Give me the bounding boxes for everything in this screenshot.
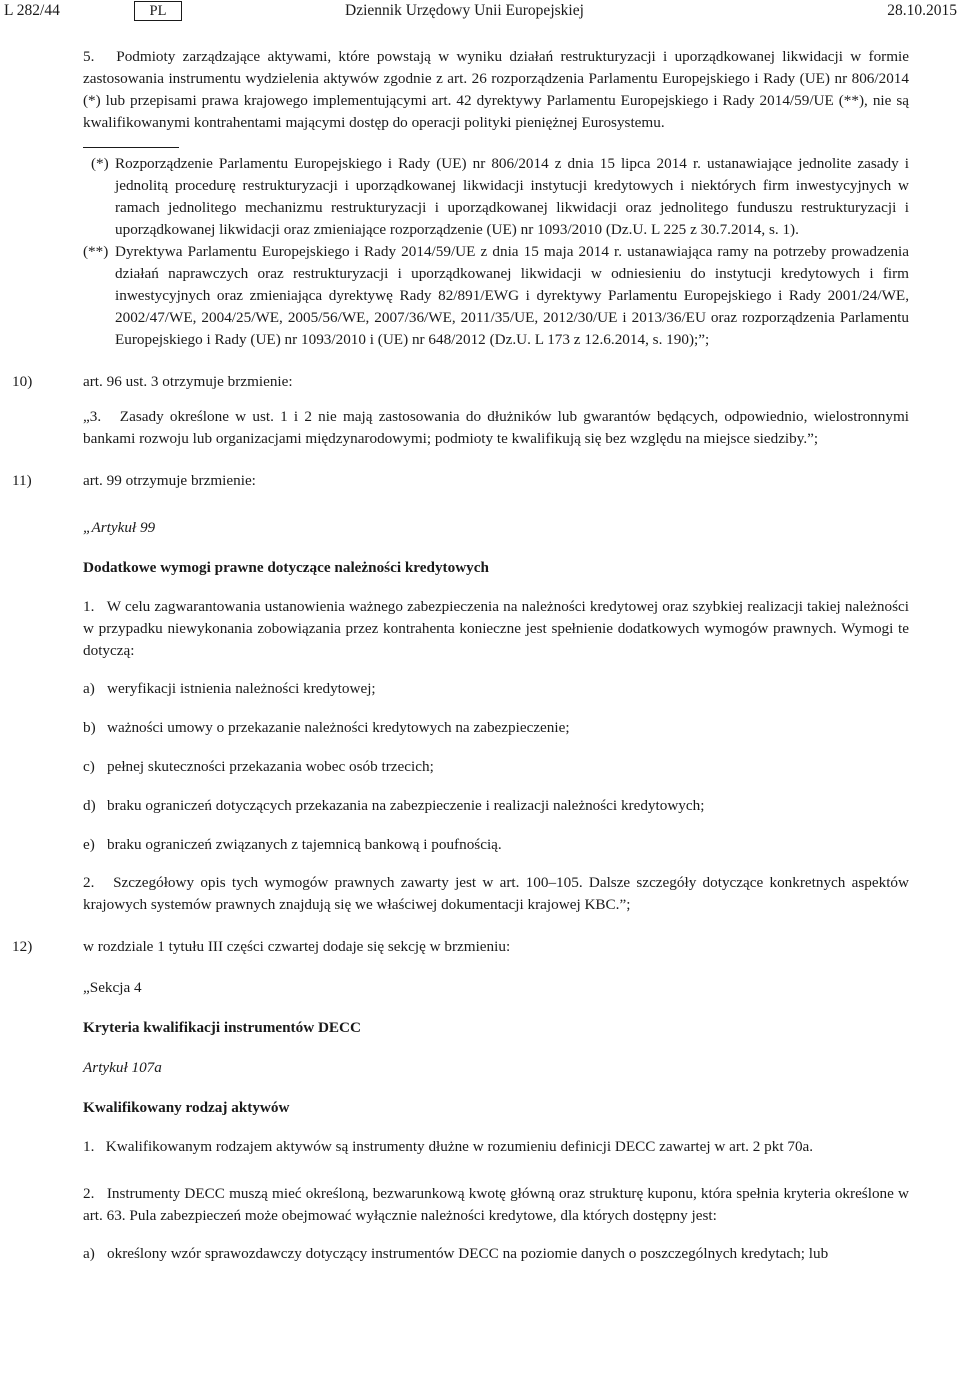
- point-text: braku ograniczeń dotyczących przekazania na zabezpieczenie i realizacji należności kredytowych;: [107, 797, 705, 814]
- item-10-quote: „3. Zasady określone w ust. 1 i 2 nie mają zastosowania do dłużników lub gwarantów będących, odpowiednio, wielostronnymi bankami rozwoju lub organizacjami międzynarodowymi; podmioty te kwalifikują się bez względu na miejsce siedziby.”;: [83, 408, 909, 447]
- journal-title: Dziennik Urzędowy Unii Europejskiej: [345, 2, 584, 19]
- document-body: [12, 46, 909, 1265]
- point-text: braku ograniczeń związanych z tajemnicą bankową i poufnością.: [107, 836, 502, 853]
- article-107a-paragraph-1: 1. Kwalifikowanym rodzajem aktywów są instrumenty dłużne w rozumieniu definicji DECC zawartej w art. 2 pkt 70a.: [83, 1138, 814, 1155]
- paragraph-5: 5. Podmioty zarządzające aktywami, które powstają w wyniku działań restrukturyzacji i uporządkowanej likwidacji w formie zastosowania instrumentu wydzielenia aktywów zgodnie z art. 26 rozporządzenia Parlamentu Europejskiego i Rady (UE) nr 806/2014 (*) lub przepisami prawa krajowego implementującymi art. 42 dyrektywy Parlamentu Europejskiego i Rady 2014/59/UE (**), nie są kwalifikowanymi kontrahentami mającymi dostęp do operacji polityki pieniężnej Eurosystemu.: [83, 48, 909, 131]
- article-99-paragraph-1: 1. W celu zagwarantowania ustanowienia ważnego zabezpieczenia na należności kredytowej oraz szybkiej realizacji takiej należności w przypadku niewykonania zobowiązania przez kontrahenta konieczne jest spełnienie dodatkowych wymogów prawnych. Wymogi te dotyczą:: [83, 598, 909, 659]
- item-10: [12, 371, 909, 393]
- point-b: [83, 717, 909, 739]
- article-107a-heading: Artykuł 107a: [83, 1059, 162, 1076]
- point-text: ważności umowy o przekazanie należności kredytowych na zabezpieczenie;: [107, 719, 570, 736]
- footnote-1: [83, 153, 909, 241]
- point-label: a): [83, 1245, 95, 1262]
- item-text: art. 96 ust. 3 otrzymuje brzmienie:: [83, 373, 293, 390]
- footnote-text: Rozporządzenie Parlamentu Europejskiego i Rady (UE) nr 806/2014 z dnia 15 lipca 2014 r. ustanawiające jednolite zasady i jednolitą procedurę restrukturyzacji i uporządkowanej likwidacji instytucji kredytowych i niektórych firm inwestycyjnych w ramach jednolitego mechanizmu restrukturyzacji i uporządkowanej likwidacji oraz jednolitego funduszu restrukturyzacji i uporządkowanej likwidacji oraz zmieniające rozporządzenie (UE) nr 1093/2010 (Dz.U. L 225 z 30.7.2014, s. 1).: [115, 155, 909, 238]
- point-label: a): [83, 680, 95, 697]
- item-number: 10): [12, 373, 33, 390]
- point-label: e): [83, 836, 95, 853]
- point-text: weryfikacji istnienia należności kredytowej;: [107, 680, 376, 697]
- article-107a-title: Kwalifikowany rodzaj aktywów: [83, 1099, 290, 1116]
- footnote-text: Dyrektywa Parlamentu Europejskiego i Rady 2014/59/UE z dnia 15 maja 2014 r. ustanawiająca ramy na potrzeby prowadzenia działań naprawczych oraz restrukturyzacji i uporządkowanej likwidacji w odniesieniu do instytucji kredytowych i firm inwestycyjnych oraz zmieniająca dyrektywę Rady 82/891/EWG i dyrektywy Parlamentu Europejskiego i Rady 2001/24/WE, 2002/47/WE, 2004/25/WE, 2005/56/WE, 2007/36/WE, 2011/35/UE, 2012/30/UE i 2013/36/EU oraz rozporządzenia Parlamentu Europejskiego i Rady (UE) nr 1093/2010 i (UE) nr 648/2012 (Dz.U. L 173 z 12.6.2014, s. 190);”;: [115, 243, 909, 348]
- article-99-heading: „Artykuł 99: [83, 519, 156, 536]
- section-4-title: Kryteria kwalifikacji instrumentów DECC: [83, 1019, 361, 1036]
- item-text: art. 99 otrzymuje brzmienie:: [83, 472, 256, 489]
- item-text: w rozdziale 1 tytułu III części czwartej dodaje się sekcję w brzmieniu:: [83, 938, 511, 955]
- footnote-marker: (*): [91, 155, 109, 172]
- footnote-2: [83, 241, 909, 351]
- language-badge: PL: [134, 1, 182, 21]
- article-99-paragraph-2: 2. Szczegółowy opis tych wymogów prawnych zawarty jest w art. 100–105. Dalsze szczegóły dotyczące konkretnych aspektów krajowych systemów prawnych znajdują się we właściwej dokumentacji krajowej KBC.”;: [83, 874, 909, 913]
- point-a: [83, 678, 909, 700]
- point-d: [83, 795, 909, 817]
- item-11: [12, 470, 909, 492]
- footnote-marker: (**): [83, 243, 109, 260]
- article-107a-paragraph-2: 2. Instrumenty DECC muszą mieć określoną, bezwarunkową kwotę główną oraz strukturę kuponu, która spełnia kryteria określone w art. 63. Pula zabezpieczeń może obejmować wyłącznie należności kredytowe, dla których dostępny jest:: [83, 1185, 909, 1224]
- section-4-heading: „Sekcja 4: [83, 979, 142, 996]
- point-label: d): [83, 797, 96, 814]
- point-c: [83, 756, 909, 778]
- point-text: określony wzór sprawozdawczy dotyczący instrumentów DECC na poziomie danych o poszczególnych kredytach; lub: [107, 1245, 829, 1262]
- article-107a-point-a: [83, 1243, 909, 1265]
- point-text: pełnej skuteczności przekazania wobec osób trzecich;: [107, 758, 434, 775]
- article-99-title: Dodatkowe wymogi prawne dotyczące należności kredytowych: [83, 559, 489, 576]
- page-reference: L 282/44: [4, 2, 60, 19]
- item-number: 11): [12, 472, 32, 489]
- item-12: [12, 936, 909, 958]
- publication-date: 28.10.2015: [887, 2, 957, 19]
- page-header: [0, 0, 960, 26]
- point-label: c): [83, 758, 95, 775]
- point-e: [83, 834, 909, 856]
- footnote-divider: [83, 147, 179, 148]
- item-number: 12): [12, 938, 33, 955]
- point-label: b): [83, 719, 96, 736]
